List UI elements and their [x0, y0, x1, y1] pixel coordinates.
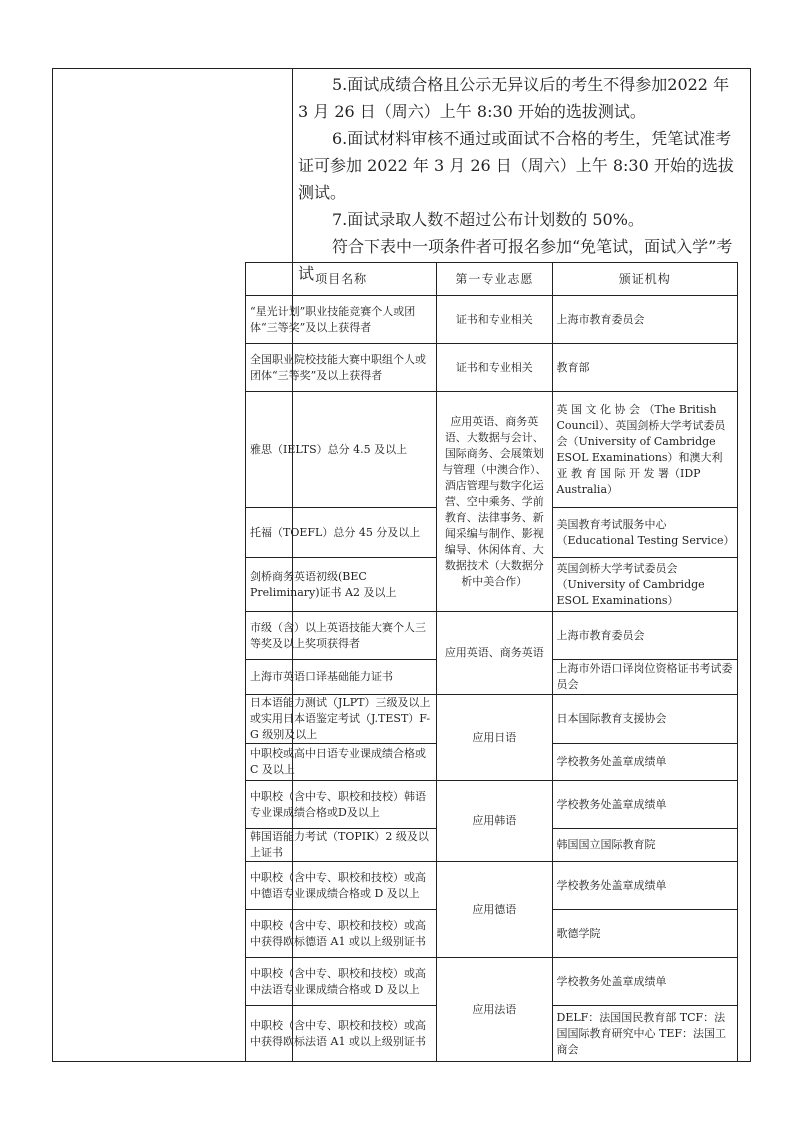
issuer: DELF：法国国民教育部 TCF：法国国际教育研究中心 TEF：法国工商会	[552, 1006, 738, 1062]
issuer: 学校教务处盖章成绩单	[552, 862, 738, 910]
table-row	[246, 781, 738, 829]
issuer: 上海市教育委员会	[552, 296, 738, 344]
item-name: 上海市英语口译基础能力证书	[246, 660, 437, 695]
issuer: 歌德学院	[552, 910, 738, 958]
table-row	[246, 695, 738, 744]
issuer: 上海市教育委员会	[552, 612, 738, 660]
issuer: 学校教务处盖章成绩单	[552, 744, 738, 781]
table-row	[246, 612, 738, 660]
first-major: 应用韩语	[437, 781, 552, 862]
item-name: 中职校（含中专、职校和技校）韩语专业课成绩合格或D及以上	[246, 781, 437, 829]
item-name: 中职校（含中专、职校和技校）或高中德语专业课成绩合格或 D 及以上	[246, 862, 437, 910]
table-row	[246, 862, 738, 910]
first-major: 应用英语、商务英语、大数据与会计、国际商务、会展策划与管理（中澳合作）、酒店管理与数字化运营、空中乘务、学前教育、法律事务、新闻采编与制作、影视编导、休闲体育、大数据技术（大数据分析中美合作）	[437, 392, 552, 612]
first-major: 应用英语、商务英语	[437, 612, 552, 695]
requirements-table	[245, 262, 738, 1062]
item-name: 中职校（含中专、职校和技校）或高中获得欧标法语 A1 或以上级别证书	[246, 1006, 437, 1062]
header-issuer: 颁证机构	[552, 263, 738, 296]
paragraph-7: 7.面试录取人数不超过公布计划数的 50%。	[332, 210, 644, 229]
issuer: 上海市外语口译岗位资格证书考试委员会	[552, 660, 738, 695]
table-row	[246, 344, 738, 392]
header-item-name: 项目名称	[246, 263, 437, 296]
issuer: 英 国 文 化 协 会 （The British Council）、英国剑桥大学考试委员会（University of Cambridge ESOL Examinations）和澳大利 亚 教 育 国 际 开 发 署（IDP Australia）	[552, 392, 738, 508]
paragraph-5: 5.面试成绩合格且公示无异议后的考生不得参加2022 年 3 月 26 日（周六）上午 8:30 开始的选拔测试。	[298, 75, 730, 121]
item-name: 托福（TOEFL）总分 45 分及以上	[246, 508, 437, 558]
issuer: 教育部	[552, 344, 738, 392]
item-name: 剑桥商务英语初级(BEC Preliminary)证书 A2 及以上	[246, 558, 437, 612]
paragraph-6: 6.面试材料审核不通过或面试不合格的考生，凭笔试准考证可参加 2022 年 3 月 26 日（周六）上午 8:30 开始的选拔测试。	[298, 129, 734, 202]
item-name: 全国职业院校技能大赛中职组个人或团体“三等奖”及以上获得者	[246, 344, 437, 392]
issuer: 美国教育考试服务中心（Educational Testing Service）	[552, 508, 738, 558]
first-major: 应用法语	[437, 958, 552, 1062]
first-major: 应用德语	[437, 862, 552, 958]
first-major: 应用日语	[437, 695, 552, 781]
item-name: 韩国语能力考试（TOPIK）2 级及以上证书	[246, 829, 437, 862]
item-name: 日本语能力测试（JLPT）三级及以上或实用日本语鉴定考试（J.TEST）F-G 级别及以上	[246, 695, 437, 744]
item-name: 中职校（含中专、职校和技校）或高中获得欧标德语 A1 或以上级别证书	[246, 910, 437, 958]
item-name: 中职校（含中专、职校和技校）或高中法语专业课成绩合格或 D 及以上	[246, 958, 437, 1006]
first-major: 证书和专业相关	[437, 344, 552, 392]
issuer: 学校教务处盖章成绩单	[552, 781, 738, 829]
table-row	[246, 296, 738, 344]
item-name: 雅思（IELTS）总分 4.5 及以上	[246, 392, 437, 508]
item-name: 中职校或高中日语专业课成绩合格或 C 及以上	[246, 744, 437, 781]
issuer: 韩国国立国际教育院	[552, 829, 738, 862]
table-header-row	[246, 263, 738, 296]
header-first-major: 第一专业志愿	[437, 263, 552, 296]
table-row	[246, 958, 738, 1006]
issuer: 英国剑桥大学考试委员会（University of Cambridge ESOL Examinations）	[552, 558, 738, 612]
first-major: 证书和专业相关	[437, 296, 552, 344]
paragraph-8: 符合下表中一项条件者可报名参加“免笔试，面试入学”考试	[298, 237, 733, 283]
issuer: 学校教务处盖章成绩单	[552, 958, 738, 1006]
table-row	[246, 392, 738, 508]
issuer: 日本国际教育支援协会	[552, 695, 738, 744]
item-name: “星光计划”职业技能竞赛个人或团体“三等奖”及以上获得者	[246, 296, 437, 344]
item-name: 市级（含）以上英语技能大赛个人三等奖及以上奖项获得者	[246, 612, 437, 660]
